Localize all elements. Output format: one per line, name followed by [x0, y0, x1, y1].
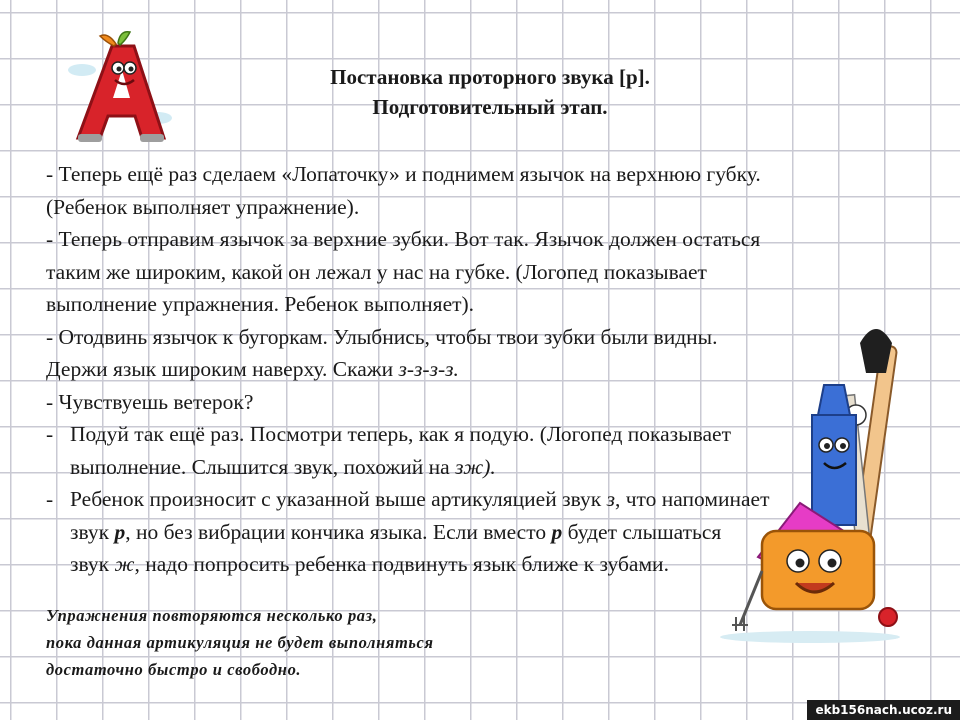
text-span: будет слышаться — [562, 519, 722, 544]
text-line: выполнение упражнения. Ребенок выполняет). — [46, 292, 475, 316]
text-span: Подуй так ещё раз. Посмотри теперь, как я подую. (Логопед показывает — [70, 422, 731, 446]
text-span: , надо попросить ребенка подвинуть язык ближе к зубами. — [134, 552, 669, 576]
text-line: (Ребенок выполняет упражнение). — [46, 194, 360, 219]
text-line: - Отодвинь язычок к бугоркам. Улыбнись, чтобы твои зубки были видны. — [46, 324, 718, 349]
title-line-1: Постановка проторного звука [р]. — [330, 65, 650, 89]
letter-a-character-icon — [60, 28, 180, 146]
text-span: Держи язык широким наверху. Скажи — [46, 357, 399, 381]
bold-italic-sound: р — [551, 519, 563, 544]
bold-italic-sound: р — [114, 519, 126, 544]
italic-sound: ж — [114, 552, 135, 576]
title-line-2: Подготовительный этап. — [372, 95, 608, 119]
italic-sound: з — [606, 487, 615, 511]
footnote-line: Упражнения повторяются несколько раз, — [46, 606, 378, 625]
bullet-marker: - — [46, 422, 54, 446]
italic-sound: з-з-з-з. — [398, 357, 459, 381]
text-span: , что напоминает — [614, 487, 770, 511]
slide-title — [190, 62, 790, 122]
footnote-line: достаточно быстро и свободно. — [46, 660, 302, 679]
text-span: , но без вибрации кончика языка. Если вместо — [125, 519, 552, 544]
text-span: звук — [70, 552, 115, 576]
bullet-marker: - — [46, 487, 54, 511]
text-line: - Теперь ещё раз сделаем «Лопаточку» и поднимем язычок на верхнюю губку. — [46, 162, 761, 186]
text-line: таким же широким, какой он лежал у нас на губке. (Логопед показывает — [46, 259, 707, 284]
text-line: - Теперь отправим язычок за верхние зубки. Вот так. Язычок должен остаться — [46, 227, 761, 251]
text-span: выполнение. Слышится звук, похожий на — [70, 454, 456, 479]
italic-sound: зж). — [455, 454, 496, 479]
site-watermark: ekb156nach.ucoz.ru — [807, 700, 960, 720]
footnote-line: пока данная артикуляция не будет выполняться — [46, 633, 434, 652]
text-span: Ребенок произносит с указанной выше артикуляцией звук — [70, 487, 607, 511]
text-span: звук — [70, 519, 115, 544]
pencil-characters-icon — [700, 325, 920, 645]
footnote — [46, 602, 646, 683]
text-line: - Чувствуешь ветерок? — [46, 389, 254, 414]
